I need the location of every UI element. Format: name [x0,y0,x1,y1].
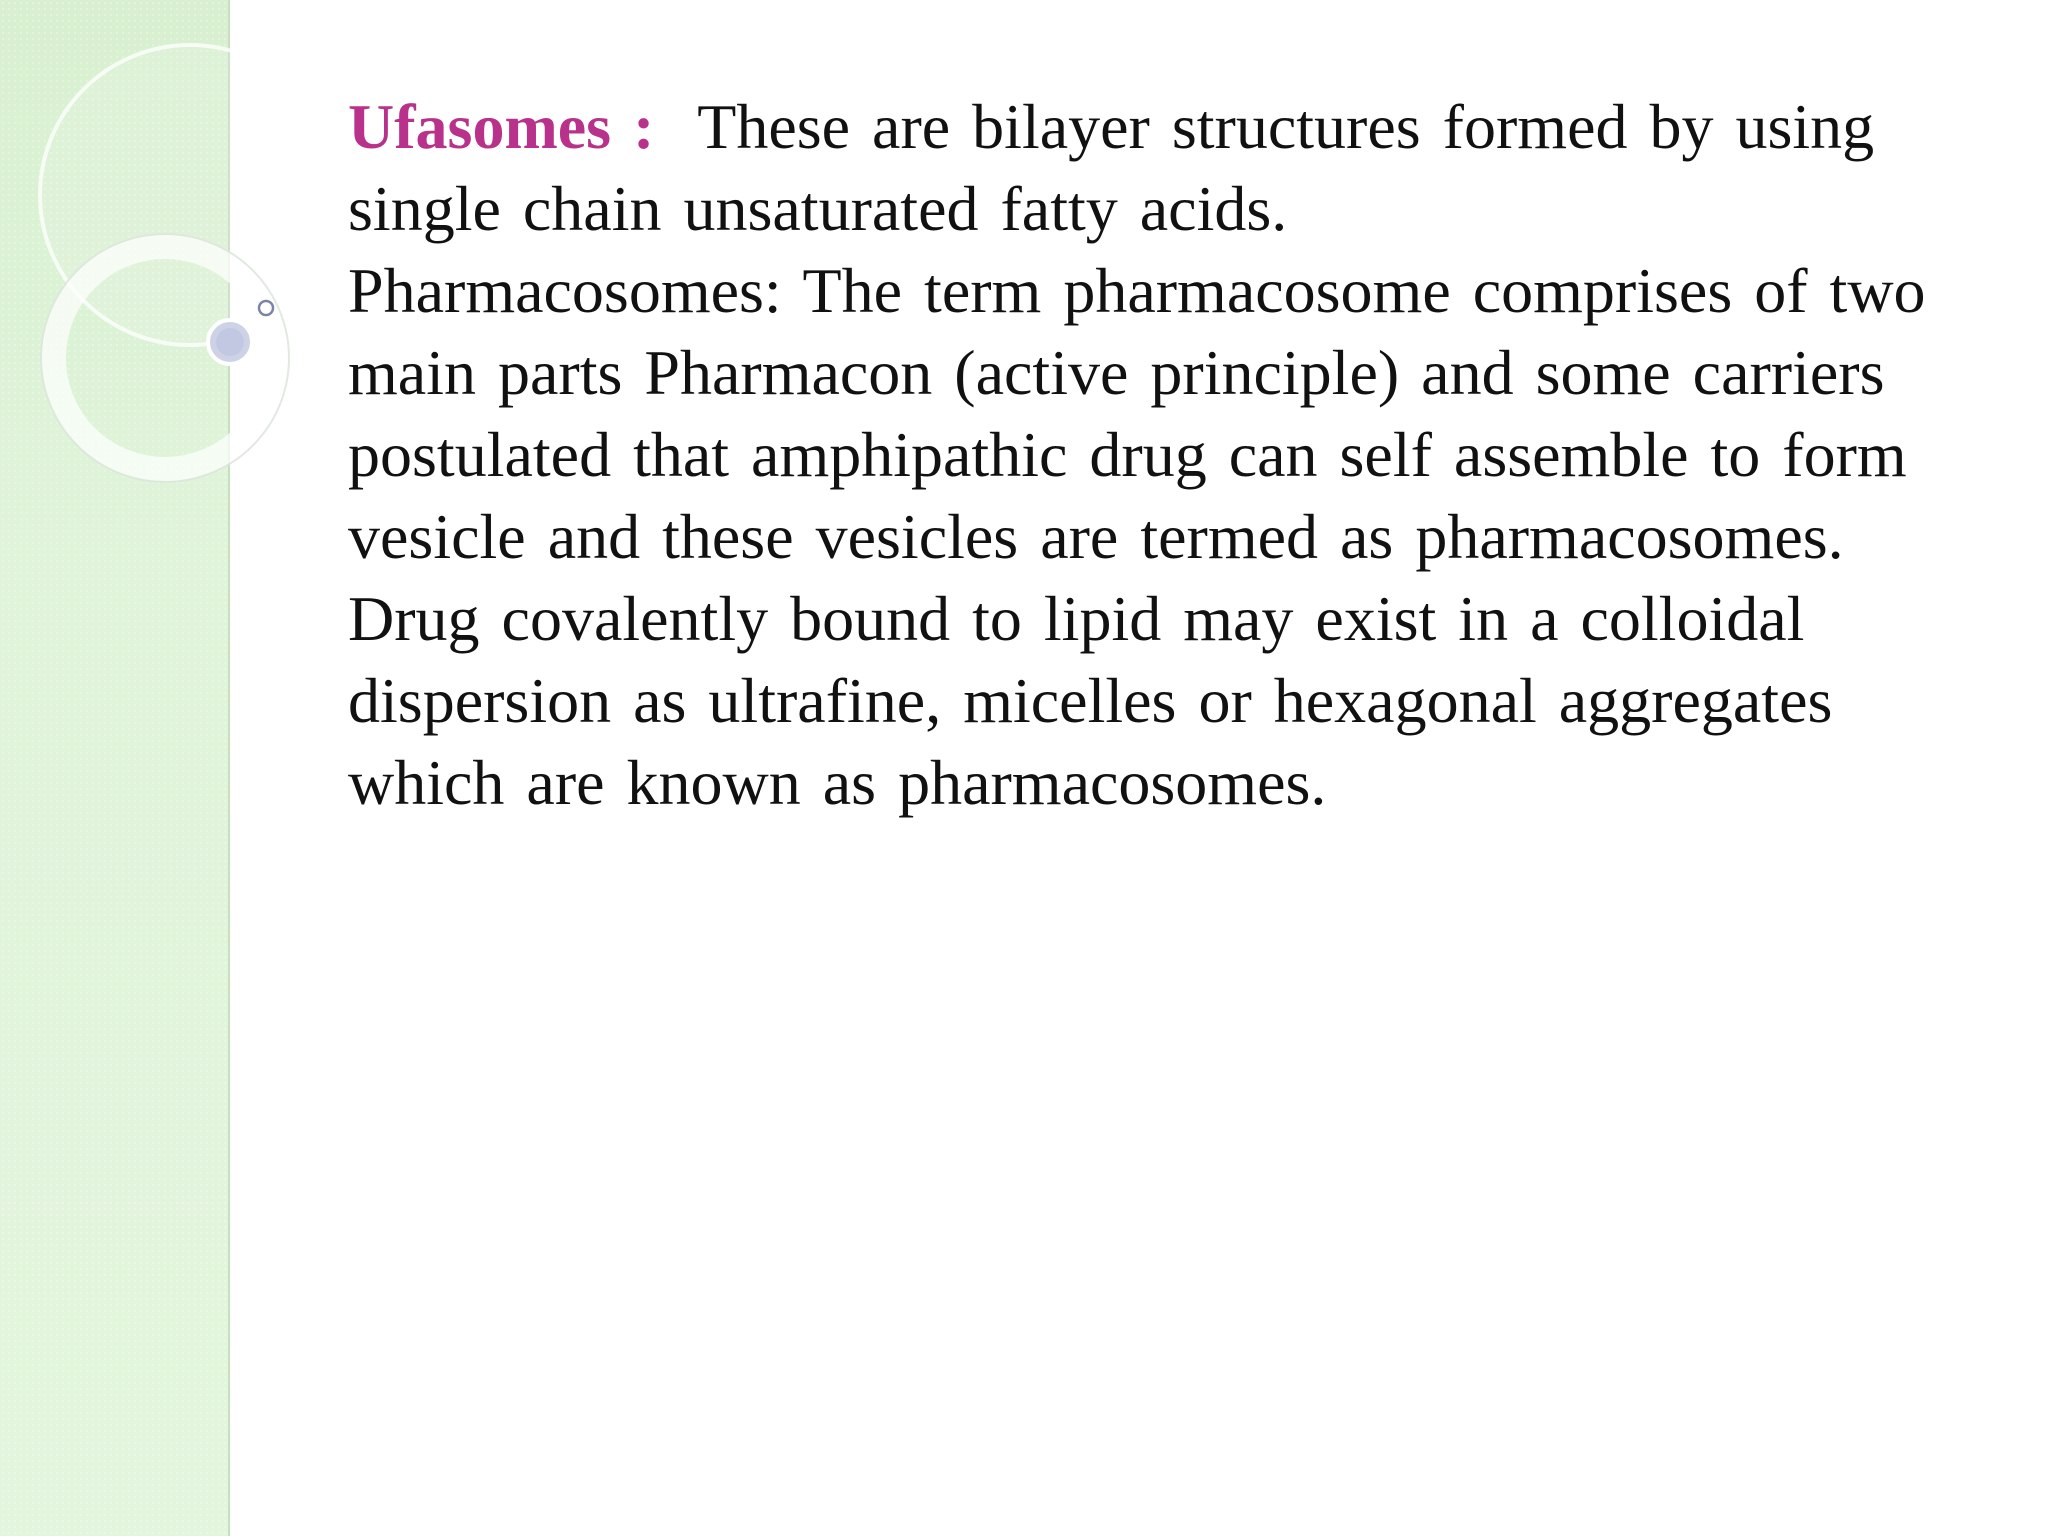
circle-decoration-icon [0,0,300,560]
ufasomes-paragraph [348,86,1968,250]
ufasomes-definition: These are bilayer structures formed by using single chain unsaturated fatty acids. [348,91,1875,244]
slide-body [348,86,1968,824]
pharmacosomes-paragraph: Pharmacosomes: The term pharmacosome comprises of two main parts Pharmacon (active principle) and some carriers postulated that amphipathic drug can self assemble to form vesicle and these vesicles are termed as pharmacosomes. Drug covalently bound to lipid may exist in a colloidal dispersion as ultrafine, micelles or hexagonal aggregates which are known as pharmacosomes. [348,255,1926,818]
ufasomes-term: Ufasomes : [348,91,655,162]
